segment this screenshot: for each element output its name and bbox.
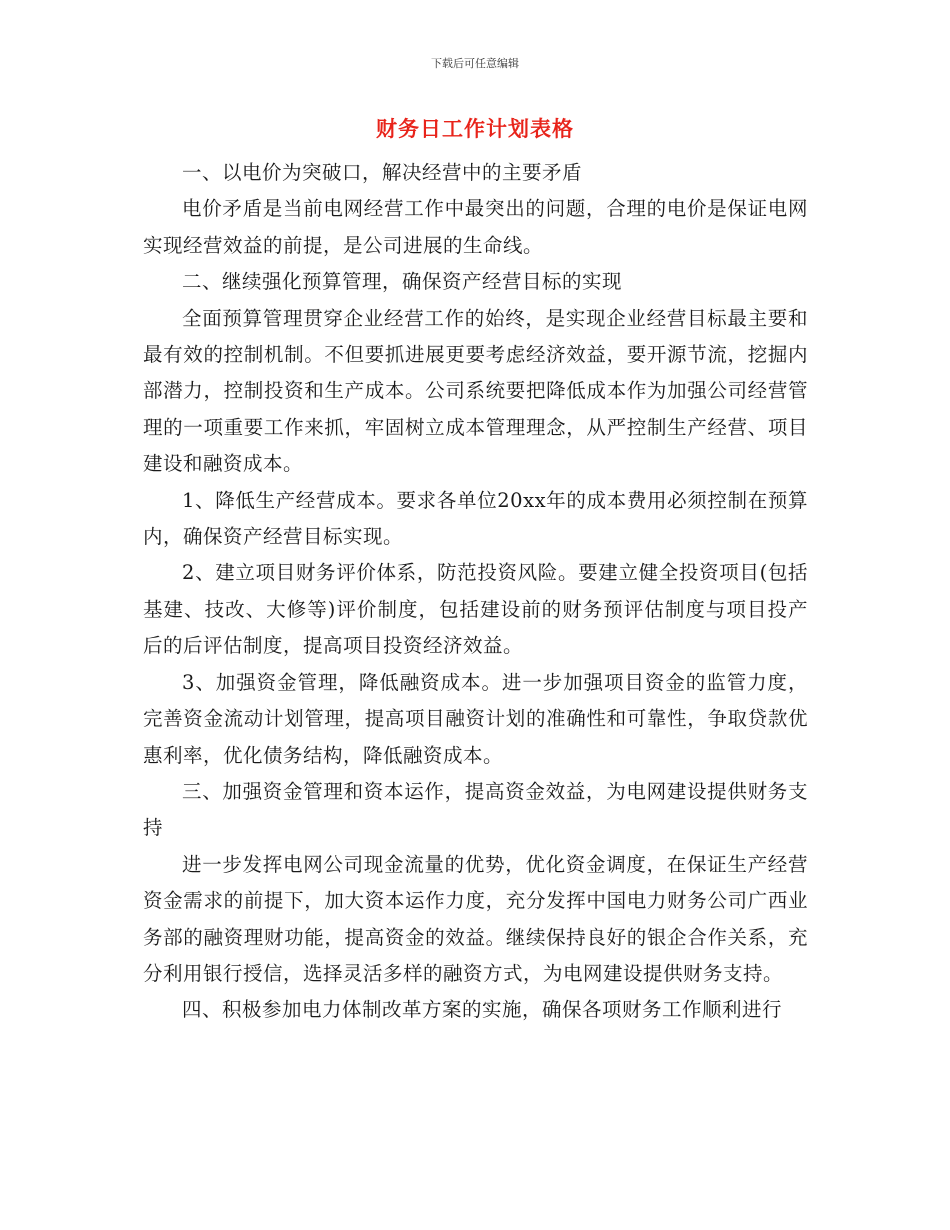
list-item-3: 3、加强资金管理，降低融资成本。进一步加强项目资金的监管力度，完善资金流动计划管理，提高项目融资计划的准确性和可靠性，争取贷款优惠利率，优化债务结构，降低融资成本。: [143, 670, 808, 767]
document-body: [143, 155, 808, 1029]
document-title: 财务日工作计划表格: [376, 116, 574, 141]
heading-2: 二、继续强化预算管理，确保资产经营目标的实现: [182, 270, 623, 294]
paragraph: 进一步发挥电网公司现金流量的优势，优化资金调度，在保证生产经营资金需求的前提下，加大资本运作力度，充分发挥中国电力财务公司广西业务部的融资理财功能，提高资金的效益。继续保持良好的银企合作关系，充分利用银行授信，选择灵活多样的融资方式，为电网建设提供财务支持。: [143, 852, 808, 985]
list-item-1: 1、降低生产经营成本。要求各单位20xx年的成本费用必须控制在预算内，确保资产经营目标实现。: [143, 488, 808, 549]
heading-1: 一、以电价为突破口，解决经营中的主要矛盾: [182, 161, 583, 184]
heading-3: 三、加强资金管理和资本运作，提高资金效益，为电网建设提供财务支持: [143, 779, 808, 840]
paragraph: 全面预算管理贯穿企业经营工作的始终，是实现企业经营目标最主要和最有效的控制机制。不但要抓进展更要考虑经济效益，要开源节流，挖掘内部潜力，控制投资和生产成本。公司系统要把降低成本作为加强公司经营管理的一项重要工作来抓，牢固树立成本管理理念，从严控制生产经营、项目建设和融资成本。: [143, 306, 808, 476]
heading-4: 四、积极参加电力体制改革方案的实施，确保各项财务工作顺利进行: [182, 998, 783, 1022]
paragraph: 电价矛盾是当前电网经营工作中最突出的问题，合理的电价是保证电网实现经营效益的前提，是公司进展的生命线。: [143, 197, 808, 257]
header-note: 下载后可任意编辑: [431, 57, 519, 70]
list-item-2: 2、建立项目财务评价体系，防范投资风险。要建立健全投资项目(包括基建、技改、大修等)评价制度，包括建设前的财务预评估制度与项目投产后的后评估制度，提高项目投资经济效益。: [143, 561, 808, 658]
